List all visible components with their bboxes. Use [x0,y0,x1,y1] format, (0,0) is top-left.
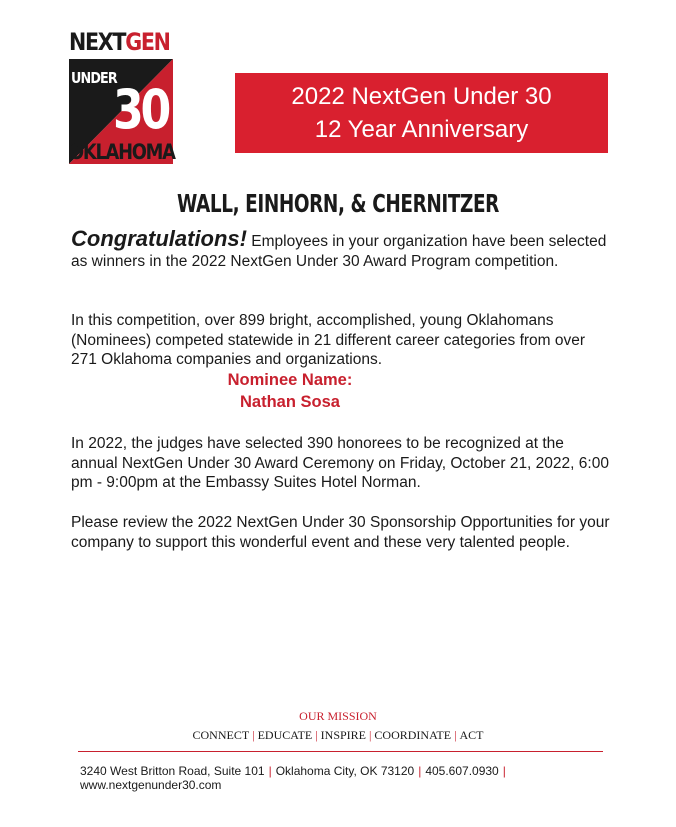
mission-item: CONNECT [192,728,250,742]
footer-contact [80,764,600,792]
mission-item: INSPIRE [320,728,366,742]
banner-subtitle: 12 Year Anniversary [314,116,529,143]
anniversary-banner [235,73,608,153]
mission-item: COORDINATE [374,728,452,742]
nominee-name: Nathan Sosa [240,393,340,411]
mission-separator: | [369,728,372,742]
footer-separator: | [502,764,506,778]
mission-item: EDUCATE [257,728,313,742]
congratulations-lead: Congratulations! [71,226,247,251]
logo-next: NEXT [69,28,126,56]
footer-city: Oklahoma City, OK 73120 [275,764,415,778]
congratulations-paragraph [71,226,611,271]
footer-address: 3240 West Britton Road, Suite 101 [80,764,265,778]
logo-oklahoma: OKLAHOMA [69,140,175,164]
nextgen-logo [66,28,174,168]
mission-separator: | [252,728,255,742]
footer-separator: | [418,764,422,778]
competition-paragraph: In this competition, over 899 bright, accomplished, young Oklahomans (Nominees) competed statewide in 21 different career categories from over 271 Oklahoma companies and organizations. [71,312,586,368]
footer-phone: 405.607.0930 [425,764,499,778]
congratulations-text: Employees in your organization have been selected as winners in the 2022 NextGen Under 30 Award Program competition. [71,233,607,270]
logo-under: UNDER [71,69,117,87]
logo-thirty: 30 [113,78,169,141]
mission-items [0,728,676,743]
footer-website-link[interactable]: www.nextgenunder30.com [80,778,222,792]
footer-separator: | [268,764,272,778]
mission-separator: | [315,728,318,742]
mission-title: OUR MISSION [299,709,377,723]
nominee-label: Nominee Name: [227,371,353,389]
footer-divider [78,751,603,752]
organization-name: WALL, EINHORN, & CHERNITZER [177,189,499,218]
mission-separator: | [454,728,457,742]
logo-gen: GEN [125,28,170,56]
ceremony-paragraph: In 2022, the judges have selected 390 honorees to be recognized at the annual NextGen Under 30 Award Ceremony on Friday, October 21, 2022, 6:00 pm - 9:00pm at the Embassy Suites Hotel Norman. [71,435,609,491]
mission-item: ACT [459,728,484,742]
sponsorship-paragraph: Please review the 2022 NextGen Under 30 Sponsorship Opportunities for your company to support this wonderful event and these very talented people. [71,514,610,551]
logo-nextgen-text [69,28,170,56]
banner-title: 2022 NextGen Under 30 [291,83,552,110]
